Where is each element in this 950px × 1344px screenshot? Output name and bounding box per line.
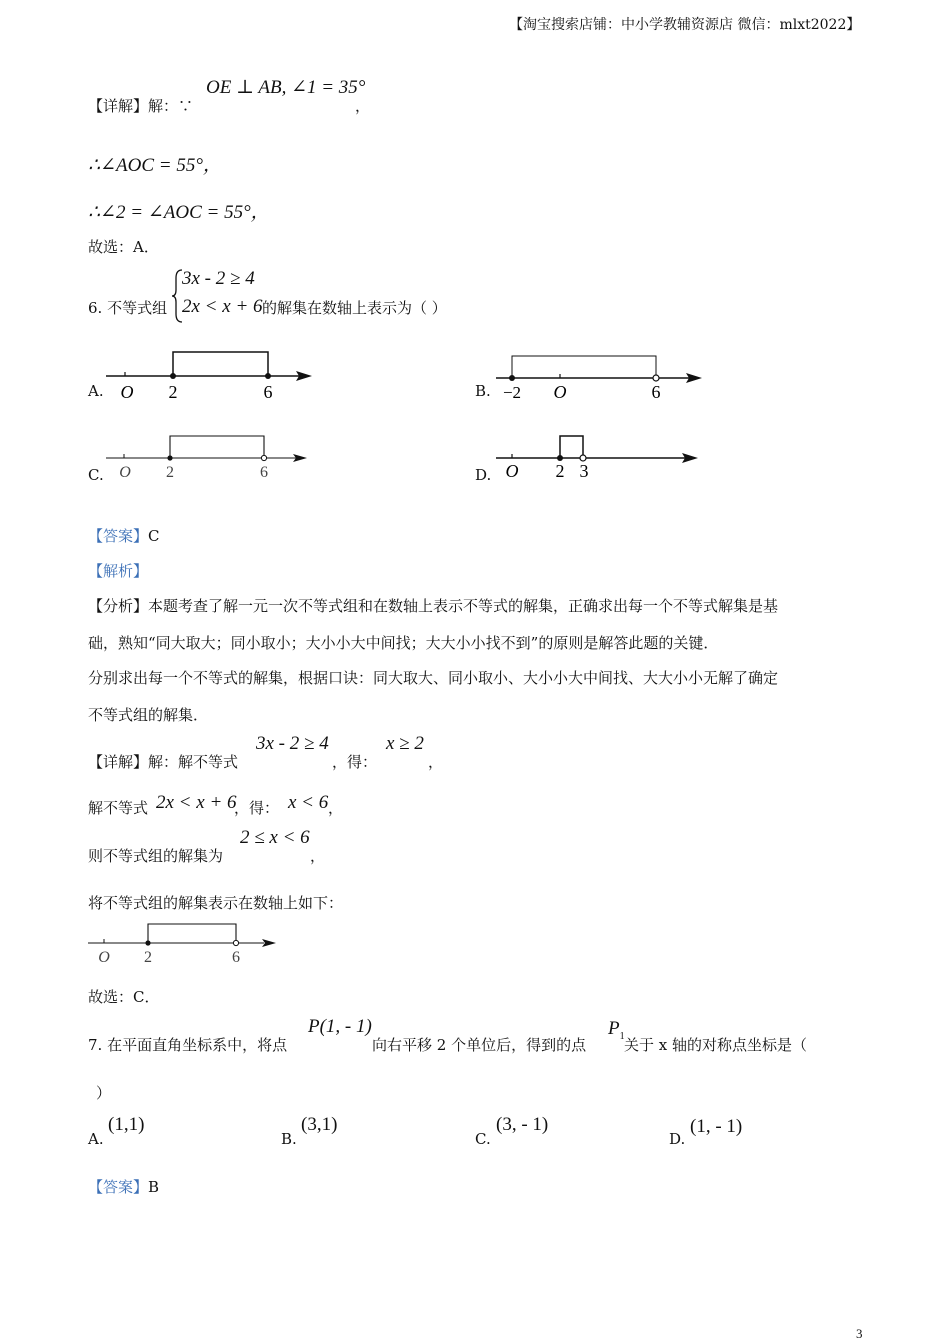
point-label: 2	[168, 382, 178, 402]
q6-detail2-ineq: 2x < x + 6	[156, 792, 237, 813]
q6-analysis-tag: 【解析】	[88, 562, 149, 580]
hollow-point	[261, 455, 266, 460]
answer-value: C	[148, 527, 160, 545]
solid-point	[145, 940, 150, 945]
q6-detail-res1: x ≥ 2	[386, 733, 424, 754]
q7-option-c-value: (3, - 1)	[496, 1114, 549, 1135]
origin-label: O	[98, 949, 110, 966]
point-label: −2	[502, 383, 522, 402]
q6-detail3-prefix: 则不等式组的解集为	[88, 847, 224, 865]
q6-analysis-line: 础，熟知“同大取大；同小取小；大小小大中间找；大大小小找不到”的原则是解答此题的关键．	[88, 634, 719, 652]
solution-bracket	[173, 352, 268, 376]
q6-solution-number-line	[84, 915, 284, 970]
q6-option-b-number-line	[490, 340, 710, 405]
solid-point	[509, 375, 515, 381]
q7-option-b-value: (3,1)	[301, 1114, 338, 1135]
point-label: 6	[260, 464, 268, 481]
point-label: 2	[555, 461, 565, 481]
q7-p1	[608, 1018, 625, 1042]
origin-label: O	[553, 382, 567, 402]
q6-detail3-comma: ，	[310, 847, 326, 865]
hollow-point	[233, 940, 238, 945]
page-header: 【淘宝搜索店铺：中小学教辅资源店 微信：mlxt2022】	[509, 17, 861, 33]
point-label: 6	[263, 382, 273, 402]
solution-bracket	[560, 436, 583, 458]
q6-analysis-line: 【分析】本题考查了解一元一次不等式组和在数轴上表示不等式的解集，正确求出每一个不等式解集是基	[88, 597, 779, 615]
prev-comma: ，	[355, 97, 371, 115]
axis-arrow-icon	[262, 939, 276, 947]
point-label: 2	[144, 949, 152, 966]
q6-option-a-label: A.	[88, 382, 104, 400]
answer-value: B	[148, 1178, 160, 1196]
q7-paren-close: ）	[96, 1084, 112, 1102]
answer-tag: 【答案】	[88, 527, 149, 545]
answer-tag: 【答案】	[88, 1178, 149, 1196]
q6-option-d-label: D.	[475, 466, 492, 484]
q6-option-b-label: B.	[475, 382, 491, 400]
solid-point	[265, 373, 271, 379]
origin-label: O	[120, 382, 134, 402]
q6-option-d-number-line	[490, 428, 710, 483]
q6-ineq1: 3x - 2 ≥ 4	[182, 268, 255, 289]
q6-option-c-label: C.	[88, 466, 104, 484]
point-label: 6	[232, 949, 240, 966]
q6-option-c-number-line	[100, 428, 320, 483]
solution-bracket	[512, 356, 656, 378]
q6-ineq2: 2x < x + 6	[182, 296, 263, 317]
q7-option-d-label: D.	[669, 1130, 686, 1148]
q7-prefix: 7. 在平面直角坐标系中，将点	[88, 1036, 288, 1054]
solution-bracket	[170, 436, 264, 458]
prev-choose: 故选：A．	[88, 238, 159, 256]
q6-detail2-prefix: 解不等式	[88, 799, 149, 817]
q6-detail2-get: ，得：	[234, 799, 280, 817]
q7-option-d-value: (1, - 1)	[690, 1116, 743, 1137]
q6-choose: 故选：C．	[88, 988, 160, 1006]
q6-detail-prefix: 【详解】解：解不等式	[88, 753, 239, 771]
point-label: 6	[651, 382, 661, 402]
origin-label: O	[119, 464, 131, 481]
q6-option-a-number-line	[100, 340, 320, 405]
prev-detail-label: 【详解】解：∵	[88, 97, 194, 115]
q6-detail2-comma: ，	[328, 799, 344, 817]
q6-prefix: 6. 不等式组	[88, 299, 168, 317]
q6-suffix: 的解集在数轴上表示为（ ）	[262, 299, 447, 317]
q7-option-a-value: (1,1)	[108, 1114, 145, 1135]
point-label: 3	[579, 461, 589, 481]
q6-analysis-line: 不等式组的解集．	[88, 706, 209, 724]
solid-point	[167, 455, 172, 460]
page-number: 3	[856, 1326, 863, 1341]
q7-option-c-label: C.	[475, 1130, 491, 1148]
origin-label: O	[505, 461, 519, 481]
point-label: 2	[166, 464, 174, 481]
q7-point: P(1, - 1)	[308, 1016, 372, 1037]
q6-detail-ineq1: 3x - 2 ≥ 4	[256, 733, 329, 754]
q7-option-b-label: B.	[281, 1130, 297, 1148]
q7-mid: 向右平移 2 个单位后，得到的点	[372, 1036, 587, 1054]
solid-point	[170, 373, 176, 379]
q7-suffix: 关于 x 轴的对称点坐标是（	[624, 1036, 807, 1054]
q7-answer	[88, 1176, 159, 1197]
q6-analysis-line: 分别求出每一个不等式的解集，根据口诀：同大取大、同小取小、大小小大中间找、大大小小无解了确定	[88, 669, 779, 687]
hollow-point	[653, 375, 659, 381]
prev-given-math: OE ⊥ AB, ∠1 = 35°	[206, 77, 366, 98]
prev-step1: ∴∠AOC = 55°，	[88, 155, 222, 176]
q6-answer	[88, 525, 160, 546]
q6-detail-get: ，得：	[332, 753, 378, 771]
q6-detail2-res: x < 6	[288, 792, 329, 813]
q6-detail4: 将不等式组的解集表示在数轴上如下：	[88, 894, 344, 912]
q6-detail-comma: ，	[428, 753, 444, 771]
q7-p1-sub: 1	[619, 1030, 625, 1042]
solution-bracket	[148, 924, 236, 943]
q6-detail3-res: 2 ≤ x < 6	[240, 827, 310, 848]
prev-step2: ∴∠2 = ∠AOC = 55°，	[88, 202, 270, 223]
q7-option-a-label: A.	[88, 1130, 104, 1148]
q7-p1-letter: P	[608, 1018, 620, 1039]
